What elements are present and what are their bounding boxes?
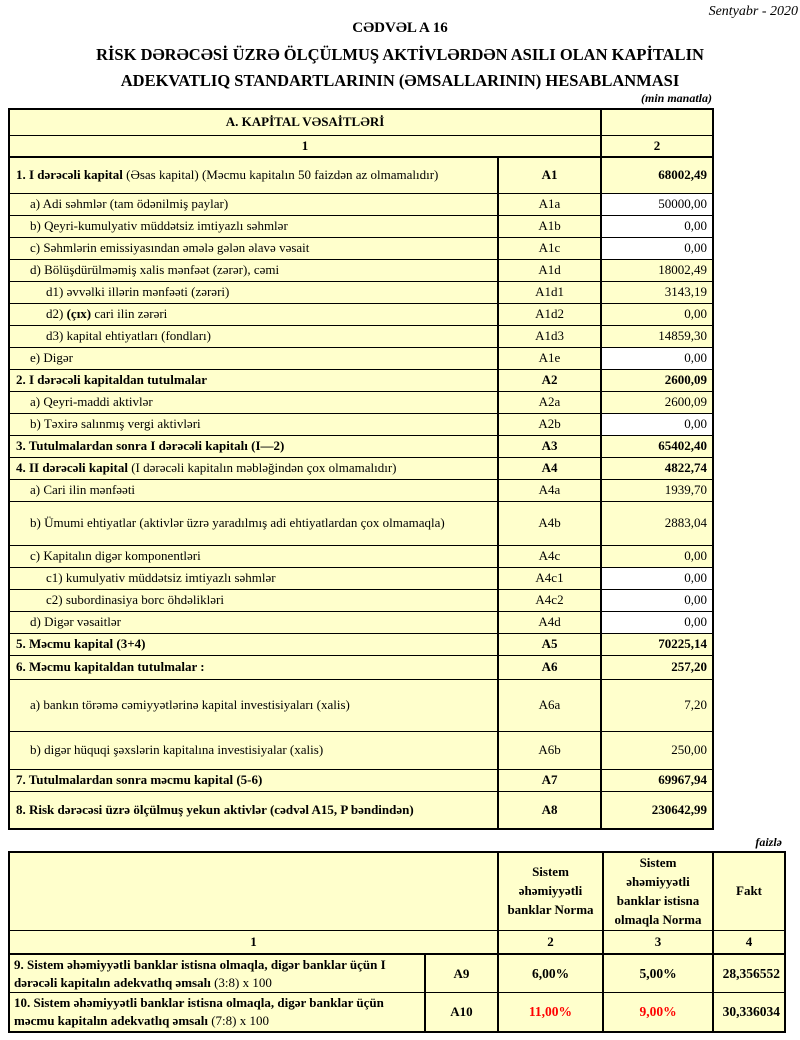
row-label-part: cari ilin zərəri [91, 306, 168, 321]
row-value: 68002,49 [601, 157, 713, 193]
row-code: A1d1 [498, 281, 601, 303]
row-code: A6 [498, 655, 601, 679]
table-code-heading: CƏDVƏL A 16 [352, 20, 448, 36]
capital-table-index-row [9, 135, 713, 157]
row-code: A4c [498, 545, 601, 567]
ratio-col-index-2: 2 [498, 931, 603, 955]
ratio-table-header-row [9, 852, 785, 931]
row-norm-systemic: 6,00% [498, 954, 603, 993]
table-row [9, 193, 713, 215]
table-row [9, 769, 713, 791]
ratio-table-body [9, 954, 785, 1031]
capital-table-col-index-2: 2 [601, 135, 713, 157]
row-label-part: b) Qeyri-kumulyativ müddətsiz imtiyazlı səhmlər [30, 218, 288, 233]
table-row [9, 391, 713, 413]
row-code: A4b [498, 501, 601, 545]
row-value: 0,00 [601, 545, 713, 567]
row-label [9, 157, 498, 193]
ratio-table [8, 851, 786, 1033]
row-label [9, 567, 498, 589]
row-fact-value: 28,356552 [713, 954, 785, 993]
row-label [9, 259, 498, 281]
row-label [9, 457, 498, 479]
row-value: 0,00 [601, 589, 713, 611]
row-value: 0,00 [601, 215, 713, 237]
table-row [9, 791, 713, 829]
row-value: 0,00 [601, 611, 713, 633]
ratio-table-index-row [9, 931, 785, 955]
row-code: A2a [498, 391, 601, 413]
table-row [9, 731, 713, 769]
row-label [9, 479, 498, 501]
row-code: A5 [498, 633, 601, 655]
row-label-part: (7:8) x 100 [211, 1013, 269, 1029]
table-row [9, 435, 713, 457]
row-code: A1 [498, 157, 601, 193]
row-norm-non-systemic: 9,00% [603, 993, 713, 1032]
row-value: 0,00 [601, 237, 713, 259]
table-row [9, 281, 713, 303]
ratio-header-empty-cell [9, 852, 498, 931]
table-row [9, 457, 713, 479]
row-code: A2b [498, 413, 601, 435]
row-label-part: d1) əvvəlki illərin mənfəəti (zərəri) [46, 284, 230, 299]
title-line-1: RİSK DƏRƏCƏSİ ÜZRƏ ÖLÇÜLMUŞ AKTİVLƏRDƏN ASILI OLAN KAPİTALIN [96, 45, 704, 64]
row-label [9, 633, 498, 655]
row-code: A8 [498, 791, 601, 829]
row-label [9, 193, 498, 215]
row-code: A10 [425, 993, 498, 1032]
row-code: A2 [498, 369, 601, 391]
row-label-part: (3:8) x 100 [214, 974, 272, 990]
row-code: A4a [498, 479, 601, 501]
table-row [9, 347, 713, 369]
table-row [9, 633, 713, 655]
row-label-part: 8. Risk dərəcəsi üzrə ölçülmuş yekun aktivlər (cədvəl A15, P bəndindən) [16, 801, 414, 817]
row-value: 0,00 [601, 413, 713, 435]
row-label-part: (I dərəcəli kapitalın məbləğindən çox olmamalıdır) [127, 460, 397, 475]
row-label-part: 10. Sistem əhəmiyyətli banklar istisna olmaqla, digər banklar üçün məcmu kapitalın adekvatlıq əmsalı [14, 995, 384, 1029]
row-label-part: 1. I dərəcəli kapital [16, 167, 123, 183]
row-code: A1b [498, 215, 601, 237]
row-label-part: a) Qeyri-maddi aktivlər [30, 394, 153, 409]
row-label-part: d) Digər vəsaitlər [30, 614, 121, 629]
row-value: 2600,09 [601, 391, 713, 413]
row-label [9, 954, 425, 993]
row-label-part: b) Təxirə salınmış vergi aktivləri [30, 416, 201, 431]
table-row [9, 215, 713, 237]
row-label [9, 413, 498, 435]
row-label-part: d) Bölüşdürülməmiş xalis mənfəət (zərər), cəmi [30, 262, 280, 277]
ratio-header-norm-non-systemic: Sistem əhəmiyyətli banklar istisna olmaqla Norma [603, 852, 713, 931]
percent-note: faizlə [755, 835, 782, 849]
row-norm-non-systemic: 5,00% [603, 954, 713, 993]
row-label-part: a) Adi səhmlər (tam ödənilmiş paylar) [30, 196, 229, 211]
row-value: 0,00 [601, 567, 713, 589]
row-norm-systemic: 11,00% [498, 993, 603, 1032]
ratio-header-fact: Fakt [713, 852, 785, 931]
row-label [9, 655, 498, 679]
row-value: 14859,30 [601, 325, 713, 347]
table-row [9, 259, 713, 281]
row-code: A1e [498, 347, 601, 369]
row-value: 50000,00 [601, 193, 713, 215]
table-row [9, 237, 713, 259]
row-label-part: a) Cari ilin mənfəəti [30, 482, 136, 497]
table-row [9, 567, 713, 589]
table-row [9, 325, 713, 347]
row-code: A4 [498, 457, 601, 479]
row-label [9, 215, 498, 237]
capital-table-section-header-row [9, 109, 713, 135]
table-row [9, 954, 785, 993]
table-row [9, 589, 713, 611]
row-fact-value: 30,336034 [713, 993, 785, 1032]
row-value: 0,00 [601, 347, 713, 369]
row-value: 69967,94 [601, 769, 713, 791]
row-label-part: e) Digər [30, 350, 73, 365]
ratio-col-index-3: 3 [603, 931, 713, 955]
row-value: 7,20 [601, 679, 713, 731]
row-value: 18002,49 [601, 259, 713, 281]
row-label [9, 435, 498, 457]
row-label-part: (çıx) [66, 306, 92, 321]
row-value: 4822,74 [601, 457, 713, 479]
table-row [9, 413, 713, 435]
table-row [9, 611, 713, 633]
table-row [9, 369, 713, 391]
row-code: A3 [498, 435, 601, 457]
unit-note: (min manatla) [640, 91, 712, 105]
row-label [9, 545, 498, 567]
row-value: 1939,70 [601, 479, 713, 501]
row-code: A7 [498, 769, 601, 791]
row-label-part: 9. Sistem əhəmiyyətli banklar istisna olmaqla, digər banklar üçün I dərəcəli kapitalın adekvatlıq əmsalı [14, 957, 386, 990]
row-code: A1c [498, 237, 601, 259]
ratio-header-norm-systemic: Sistem əhəmiyyətli banklar Norma [498, 852, 603, 931]
row-label [9, 325, 498, 347]
row-label-part: d3) kapital ehtiyatları (fondları) [46, 328, 211, 343]
row-label-part: 7. Tutulmalardan sonra məcmu kapital (5-6) [16, 772, 263, 787]
document-title [50, 42, 750, 93]
row-code: A4d [498, 611, 601, 633]
table-row [9, 303, 713, 325]
table-row [9, 679, 713, 731]
ratio-col-index-1: 1 [9, 931, 498, 955]
row-code: A6a [498, 679, 601, 731]
row-value: 2600,09 [601, 369, 713, 391]
row-label [9, 589, 498, 611]
table-row [9, 655, 713, 679]
row-label [9, 501, 498, 545]
row-code: A6b [498, 731, 601, 769]
row-label-part: c1) kumulyativ müddətsiz imtiyazlı səhmlər [46, 570, 276, 585]
row-label-part: c2) subordinasiya borc öhdəlikləri [46, 592, 224, 607]
row-label [9, 791, 498, 829]
row-code: A1d3 [498, 325, 601, 347]
row-label-part: 6. Məcmu kapitaldan tutulmalar : [16, 659, 205, 674]
row-code: A9 [425, 954, 498, 993]
row-value: 230642,99 [601, 791, 713, 829]
title-line-2: ADEKVATLIQ STANDARTLARININ (ƏMSALLARININ) HESABLANMASI [120, 70, 680, 90]
capital-table-section-header: A. KAPİTAL VƏSAİTLƏRİ [9, 109, 601, 135]
row-label-part: 5. Məcmu kapital (3+4) [16, 636, 146, 651]
row-label [9, 731, 498, 769]
table-row [9, 993, 785, 1032]
row-code: A1d [498, 259, 601, 281]
row-label [9, 391, 498, 413]
row-value: 2883,04 [601, 501, 713, 545]
row-label-part: b) digər hüquqi şəxslərin kapitalına investisiyalar (xalis) [30, 742, 324, 757]
row-label [9, 679, 498, 731]
row-code: A1a [498, 193, 601, 215]
row-value: 70225,14 [601, 633, 713, 655]
capital-table-col-index-1: 1 [9, 135, 601, 157]
row-label [9, 303, 498, 325]
row-label-part: 4. II dərəcəli kapital [16, 460, 128, 475]
capital-table-body [9, 157, 713, 829]
row-value: 65402,40 [601, 435, 713, 457]
row-label-part: (Əsas kapital) (Məcmu kapitalın 50 faizdən az olmamalıdır) [122, 167, 439, 183]
capital-table-section-header-empty-cell [601, 109, 713, 135]
row-label [9, 769, 498, 791]
row-label-part: 3. Tutulmalardan sonra I dərəcəli kapitalı (I—2) [16, 438, 285, 453]
row-value: 250,00 [601, 731, 713, 769]
row-value: 257,20 [601, 655, 713, 679]
row-label-part: c) Səhmlərin emissiyasından əmələ gələn əlavə vəsait [30, 240, 310, 255]
row-label-part: b) Ümumi ehtiyatlar (aktivlər üzrə yaradılmış adi ehtiyatlardan çox olmamaqla) [30, 515, 445, 530]
table-row [9, 545, 713, 567]
row-code: A1d2 [498, 303, 601, 325]
row-value: 0,00 [601, 303, 713, 325]
row-label [9, 347, 498, 369]
row-code: A4c2 [498, 589, 601, 611]
row-label-part: 2. I dərəcəli kapitaldan tutulmalar [16, 372, 208, 387]
row-label-part: a) bankın törəmə cəmiyyətlərinə kapital investisiyaları (xalis) [30, 697, 350, 712]
table-row [9, 479, 713, 501]
row-label-part: c) Kapitalın digər komponentləri [30, 548, 201, 563]
row-label-part: d2) [46, 306, 67, 321]
ratio-col-index-4: 4 [713, 931, 785, 955]
row-label [9, 237, 498, 259]
row-value: 3143,19 [601, 281, 713, 303]
row-label [9, 611, 498, 633]
table-row [9, 157, 713, 193]
row-code: A4c1 [498, 567, 601, 589]
capital-table [8, 108, 714, 830]
table-row [9, 501, 713, 545]
row-label [9, 281, 498, 303]
row-label [9, 993, 425, 1032]
row-label [9, 369, 498, 391]
report-date: Sentyabr - 2020 [708, 4, 798, 19]
